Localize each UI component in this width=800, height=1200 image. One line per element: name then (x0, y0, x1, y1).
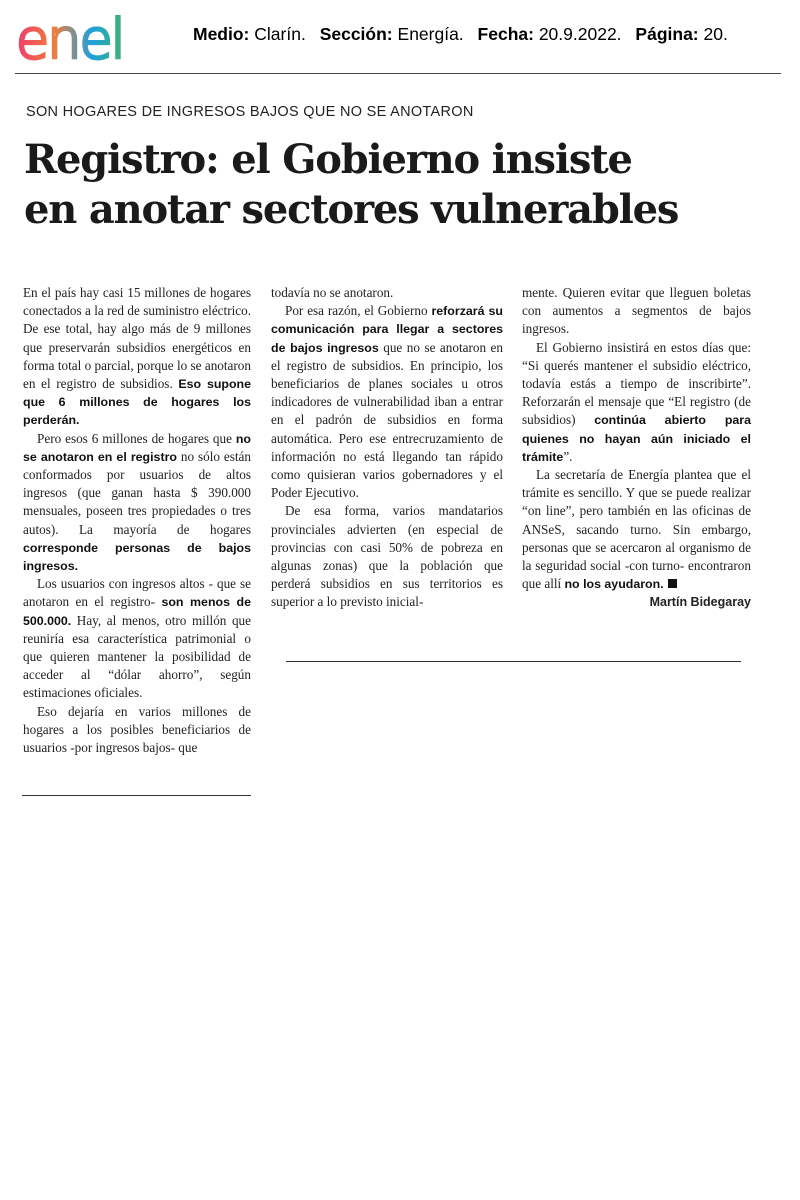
paragraph: mente. Quieren evitar que lleguen boletas con aumentos a segmentos de bajos ingresos. (522, 285, 751, 337)
paragraph: La secretaría de Energía plantea que el trámite es sencillo. Y que se puede realizar “on line”, pero también en las oficinas de ANSeS, sacando turno. Sin embargo, personas que se acercaron al organismo de la seguridad social -con turno- encontraron que allí no los ayudaron. (522, 467, 751, 592)
seccion-value: Energía. (397, 24, 464, 44)
article-column-3 (522, 284, 751, 612)
paragraph: todavía no se anotaron. (271, 285, 394, 300)
article-end-rule (286, 661, 741, 662)
medio-label: Medio: (193, 24, 250, 44)
clipping-metadata (193, 24, 728, 45)
paragraph: Pero esos 6 millones de hogares que no se anotaron en el registro no sólo están conformados por usuarios de altos ingresos (que ganan hasta $ 390.000 mensuales, poseen tres propiedades o tres autos). La mayoría de hogares corresponde personas de bajos ingresos. (23, 430, 251, 574)
enel-logo (14, 8, 170, 68)
pagina-value: 20. (703, 24, 728, 44)
headline-line-2: en anotar sectores vulnerables (24, 186, 679, 233)
fecha-label: Fecha: (477, 24, 534, 44)
paragraph: De esa forma, varios mandatarios provinciales advierten (en especial de provincias con casi 50% de pobreza en algunas zonas) que la población que perderá subsidios en sus territorios es superior a lo previsto inicial- (271, 503, 503, 610)
headline-line-1: Registro: el Gobierno insiste (24, 136, 632, 183)
fecha-value: 20.9.2022. (538, 24, 622, 44)
paragraph: Eso dejaría en varios millones de hogares a los posibles beneficiarios de usuarios -por ingresos bajos- que (23, 703, 251, 756)
paragraph: Los usuarios con ingresos altos - que se anotaron en el registro- son menos de 500.000. Hay, al menos, otro millón que reuniría esa característica patrimonial o que quieren mantener la posibilidad de acceder al “dólar ahorro”, según estimaciones oficiales. (23, 576, 252, 701)
byline: Martín Bidegaray (649, 595, 751, 610)
pagina-label: Página: (635, 24, 699, 44)
paragraph: Por esa razón, el Gobierno reforzará su comunicación para llegar a sectores de bajos ingresos que no se anotaron en el registro de subsidios. En principio, los beneficiarios de planes sociales u otros indicadores de vulnerabilidad iban a entrar en el padrón de subsidios en forma automática. Pero ese entrecruzamiento de información no está llegando tan rápido como quisieran varios gobernadores y el Poder Ejecutivo. (271, 303, 503, 501)
seccion-label: Sección: (319, 24, 393, 44)
header-divider (15, 73, 781, 74)
enel-logo-mark (14, 8, 170, 68)
paragraph: El Gobierno insistirá en estos días que: “Si querés mantener el subsidio eléctrico, todavía estás a tiempo de inscribirte”. Reforzarán el mensaje que “El registro (de subsidios) continúa abierto para quienes no hayan aún iniciado el trámite”. (522, 339, 751, 464)
article-column-1 (23, 284, 251, 757)
article-column-2 (271, 284, 503, 612)
column-end-rule (22, 795, 251, 796)
kicker: SON HOGARES DE INGRESOS BAJOS QUE NO SE ANOTARON (26, 104, 474, 120)
medio-value: Clarín. (254, 24, 306, 44)
svg-text:enel: enel (16, 8, 124, 68)
paragraph: En el país hay casi 15 millones de hogares conectados a la red de suministro eléctrico. De ese total, hay algo más de 9 millones que preservarán subsidios energéticos en forma total o parcial, porque lo se anotaron en el registro de subsidios. Eso supone que 6 millones de hogares los perderán. (23, 285, 251, 428)
headline (24, 135, 764, 235)
end-of-article-mark (668, 579, 677, 588)
